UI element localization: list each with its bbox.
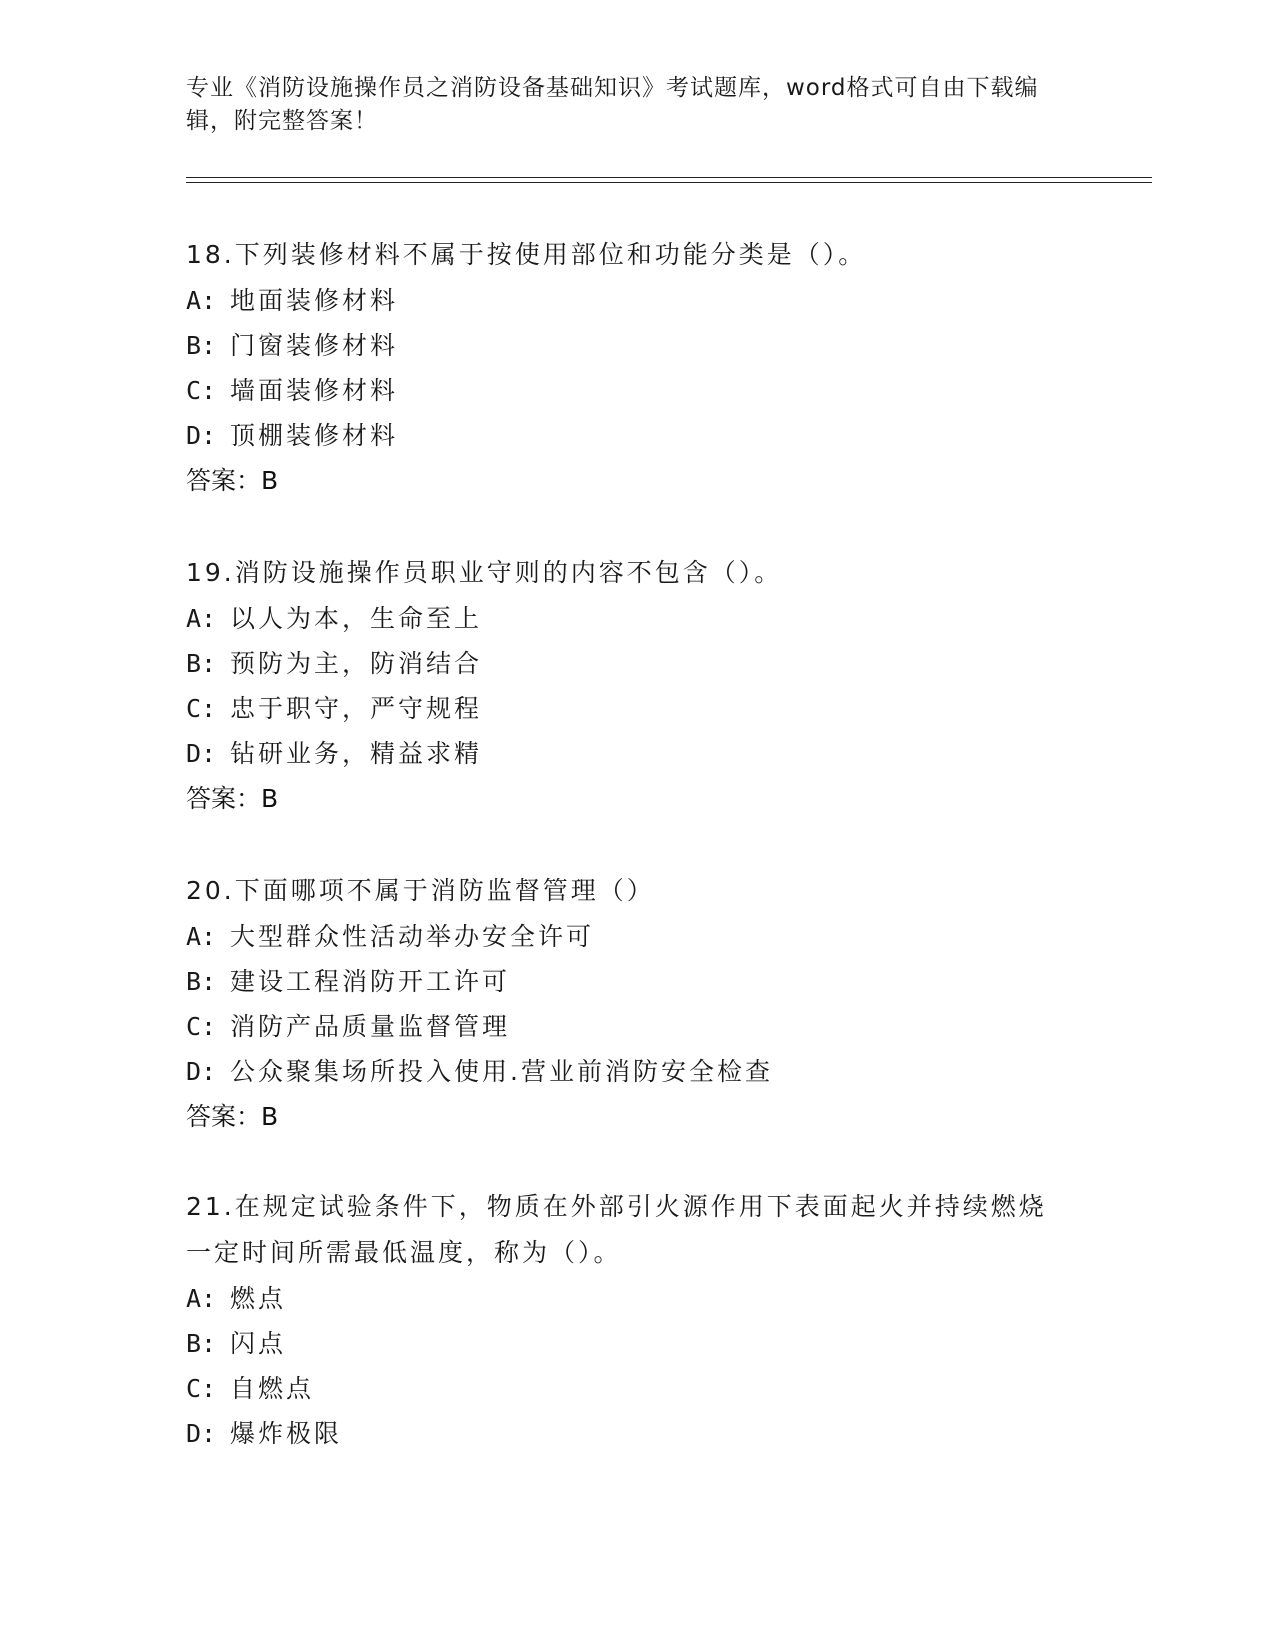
answer: 答案：B <box>186 466 279 495</box>
option-text: 钻研业务，精益求精 <box>230 739 483 768</box>
option-key: D: <box>186 421 217 450</box>
option-d <box>186 731 1086 776</box>
header-line-1: 专业《消防设施操作员之消防设备基础知识》考试题库，word格式可自由下载编 <box>186 75 1039 101</box>
option-key: A: <box>186 922 217 951</box>
document-header <box>186 72 1066 138</box>
option-text: 门窗装修材料 <box>230 331 399 360</box>
option-key: C: <box>186 1012 217 1041</box>
option-key: D: <box>186 1057 217 1086</box>
option-key: A: <box>186 604 217 633</box>
option-d <box>186 413 1086 458</box>
option-b <box>186 959 1086 1004</box>
option-text: 燃点 <box>230 1284 287 1313</box>
option-a <box>186 596 1086 641</box>
option-text: 爆炸极限 <box>230 1419 343 1448</box>
option-d <box>186 1049 1086 1094</box>
option-key: A: <box>186 286 217 315</box>
option-key: B: <box>186 331 217 360</box>
option-d <box>186 1411 1086 1456</box>
option-text: 地面装修材料 <box>230 286 399 315</box>
question-stem: 20.下面哪项不属于消防监督管理（） <box>186 876 655 905</box>
option-b <box>186 323 1086 368</box>
option-key: C: <box>186 376 217 405</box>
option-key: C: <box>186 694 217 723</box>
option-c <box>186 1366 1086 1411</box>
header-divider-bottom <box>186 182 1152 183</box>
option-a <box>186 914 1086 959</box>
option-text: 建设工程消防开工许可 <box>230 967 511 996</box>
header-divider-top <box>186 177 1152 178</box>
option-key: C: <box>186 1374 217 1403</box>
option-c <box>186 368 1086 413</box>
option-text: 忠于职守，严守规程 <box>230 694 483 723</box>
option-c <box>186 686 1086 731</box>
option-text: 消防产品质量监督管理 <box>230 1012 511 1041</box>
option-key: D: <box>186 1419 217 1448</box>
question-stem: 18.下列装修材料不属于按使用部位和功能分类是（）。 <box>186 240 867 269</box>
answer: 答案：B <box>186 784 279 813</box>
header-line-2: 辑，附完整答案！ <box>186 108 378 134</box>
option-key: D: <box>186 739 217 768</box>
question-stem-line-2: 一定时间所需最低温度，称为（）。 <box>186 1238 622 1267</box>
question-20 <box>186 868 1086 1140</box>
option-text: 自燃点 <box>230 1374 315 1403</box>
option-a <box>186 278 1086 323</box>
option-c <box>186 1004 1086 1049</box>
question-18 <box>186 232 1086 504</box>
question-21 <box>186 1184 1086 1456</box>
option-text: 以人为本，生命至上 <box>230 604 483 633</box>
option-key: B: <box>186 1329 217 1358</box>
option-key: B: <box>186 967 217 996</box>
question-stem-line-1: 21.在规定试验条件下，物质在外部引火源作用下表面起火并持续燃烧 <box>186 1192 1047 1221</box>
option-text: 预防为主，防消结合 <box>230 649 483 678</box>
option-key: B: <box>186 649 217 678</box>
option-text: 顶棚装修材料 <box>230 421 399 450</box>
option-a <box>186 1276 1086 1321</box>
option-key: A: <box>186 1284 217 1313</box>
option-text: 公众聚集场所投入使用.营业前消防安全检查 <box>230 1057 773 1086</box>
question-19 <box>186 550 1086 822</box>
question-stem: 19.消防设施操作员职业守则的内容不包含（）。 <box>186 558 783 587</box>
answer: 答案：B <box>186 1102 279 1131</box>
option-text: 大型群众性活动举办安全许可 <box>230 922 595 951</box>
option-b <box>186 1321 1086 1366</box>
option-b <box>186 641 1086 686</box>
option-text: 墙面装修材料 <box>230 376 399 405</box>
option-text: 闪点 <box>230 1329 287 1358</box>
